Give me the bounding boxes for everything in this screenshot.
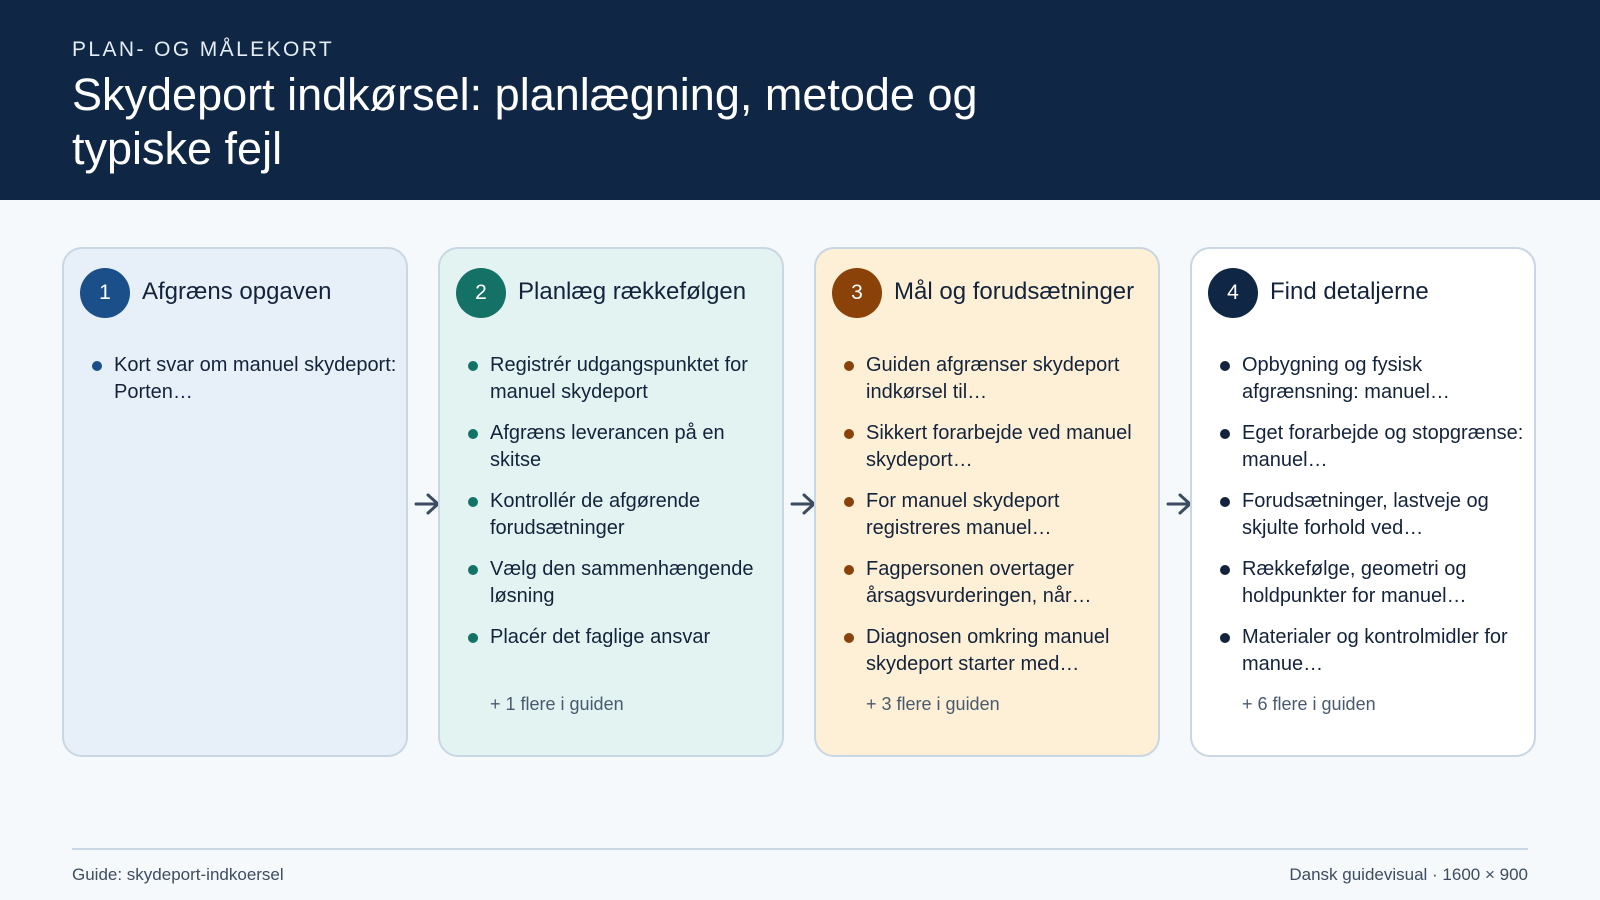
step-number-badge: 1 — [80, 268, 130, 318]
list-item-text: Registrér udgangspunktet for manuel skydeport — [490, 354, 748, 403]
step-number-badge: 3 — [832, 268, 882, 318]
list-item — [466, 624, 776, 651]
step-item-list — [466, 352, 776, 665]
list-item — [466, 488, 776, 542]
list-item-text: Kort svar om manuel skydeport: Porten… — [114, 354, 397, 403]
step-card-3 — [814, 247, 1160, 757]
step-title: Planlæg rækkefølgen — [518, 278, 747, 305]
list-item-text: For manuel skydeport registreres manuel… — [866, 490, 1060, 539]
list-item — [466, 352, 776, 406]
step-item-list — [842, 352, 1152, 692]
list-item — [90, 352, 400, 406]
list-item-text: Opbygning og fysisk afgrænsning: manuel… — [1242, 354, 1450, 403]
list-item — [1218, 488, 1528, 542]
step-number-badge: 4 — [1208, 268, 1258, 318]
list-item — [1218, 624, 1528, 678]
list-item-text: Sikkert forarbejde ved manuel skydeport… — [866, 422, 1132, 471]
list-item-text: Kontrollér de afgørende forudsætninger — [490, 490, 701, 539]
list-item — [842, 352, 1152, 406]
bullet-icon — [468, 429, 478, 439]
bullet-icon — [844, 497, 854, 507]
list-item-text: Placér det faglige ansvar — [490, 626, 711, 648]
more-in-guide-label: + 3 flere i guiden — [866, 694, 1000, 714]
list-item-text: Fagpersonen overtager årsagsvurderingen, når… — [866, 558, 1092, 607]
step-number-badge: 2 — [456, 268, 506, 318]
more-in-guide-label: + 1 flere i guiden — [490, 694, 624, 714]
list-item-text: Eget forarbejde og stopgrænse: manuel… — [1242, 422, 1524, 471]
bullet-icon — [468, 565, 478, 575]
step-title: Find detaljerne — [1270, 278, 1429, 305]
bullet-icon — [1220, 565, 1230, 575]
bullet-icon — [844, 633, 854, 643]
list-item-text: Vælg den sammenhængende løsning — [490, 558, 754, 607]
footer-divider — [72, 848, 1528, 850]
step-item-list — [90, 352, 400, 420]
header-banner — [0, 0, 1600, 200]
page-title: Skydeport indkørsel: planlægning, metode og typiske fejl — [72, 69, 978, 174]
list-item-text: Diagnosen omkring manuel skydeport starter med… — [866, 626, 1110, 675]
step-card-1 — [62, 247, 408, 757]
list-item — [842, 624, 1152, 678]
bullet-icon — [1220, 633, 1230, 643]
bullet-icon — [468, 361, 478, 371]
bullet-icon — [1220, 361, 1230, 371]
list-item-text: Afgræns leverancen på en skitse — [490, 422, 725, 471]
footer-meta-label: Dansk guidevisual · 1600 × 900 — [1289, 865, 1528, 884]
bullet-icon — [844, 565, 854, 575]
bullet-icon — [1220, 497, 1230, 507]
bullet-icon — [844, 429, 854, 439]
bullet-icon — [1220, 429, 1230, 439]
step-title: Afgræns opgaven — [142, 278, 332, 305]
footer-guide-label: Guide: skydeport-indkoersel — [72, 865, 284, 884]
bullet-icon — [844, 361, 854, 371]
list-item — [466, 556, 776, 610]
list-item — [1218, 352, 1528, 406]
list-item — [842, 420, 1152, 474]
list-item — [466, 420, 776, 474]
list-item-text: Rækkefølge, geometri og holdpunkter for manuel… — [1242, 558, 1467, 607]
bullet-icon — [468, 497, 478, 507]
list-item — [842, 488, 1152, 542]
step-card-2 — [438, 247, 784, 757]
list-item-text: Guiden afgrænser skydeport indkørsel til… — [866, 354, 1120, 403]
list-item-text: Materialer og kontrolmidler for manue… — [1242, 626, 1508, 675]
list-item — [1218, 556, 1528, 610]
list-item — [1218, 420, 1528, 474]
step-title: Mål og forudsætninger — [894, 278, 1135, 305]
bullet-icon — [468, 633, 478, 643]
step-card-4 — [1190, 247, 1536, 757]
list-item — [842, 556, 1152, 610]
list-item-text: Forudsætninger, lastveje og skjulte forhold ved… — [1242, 490, 1489, 539]
bullet-icon — [92, 361, 102, 371]
more-in-guide-label: + 6 flere i guiden — [1242, 694, 1376, 714]
step-item-list — [1218, 352, 1528, 692]
eyebrow-label: PLAN- OG MÅLEKORT — [72, 38, 335, 61]
